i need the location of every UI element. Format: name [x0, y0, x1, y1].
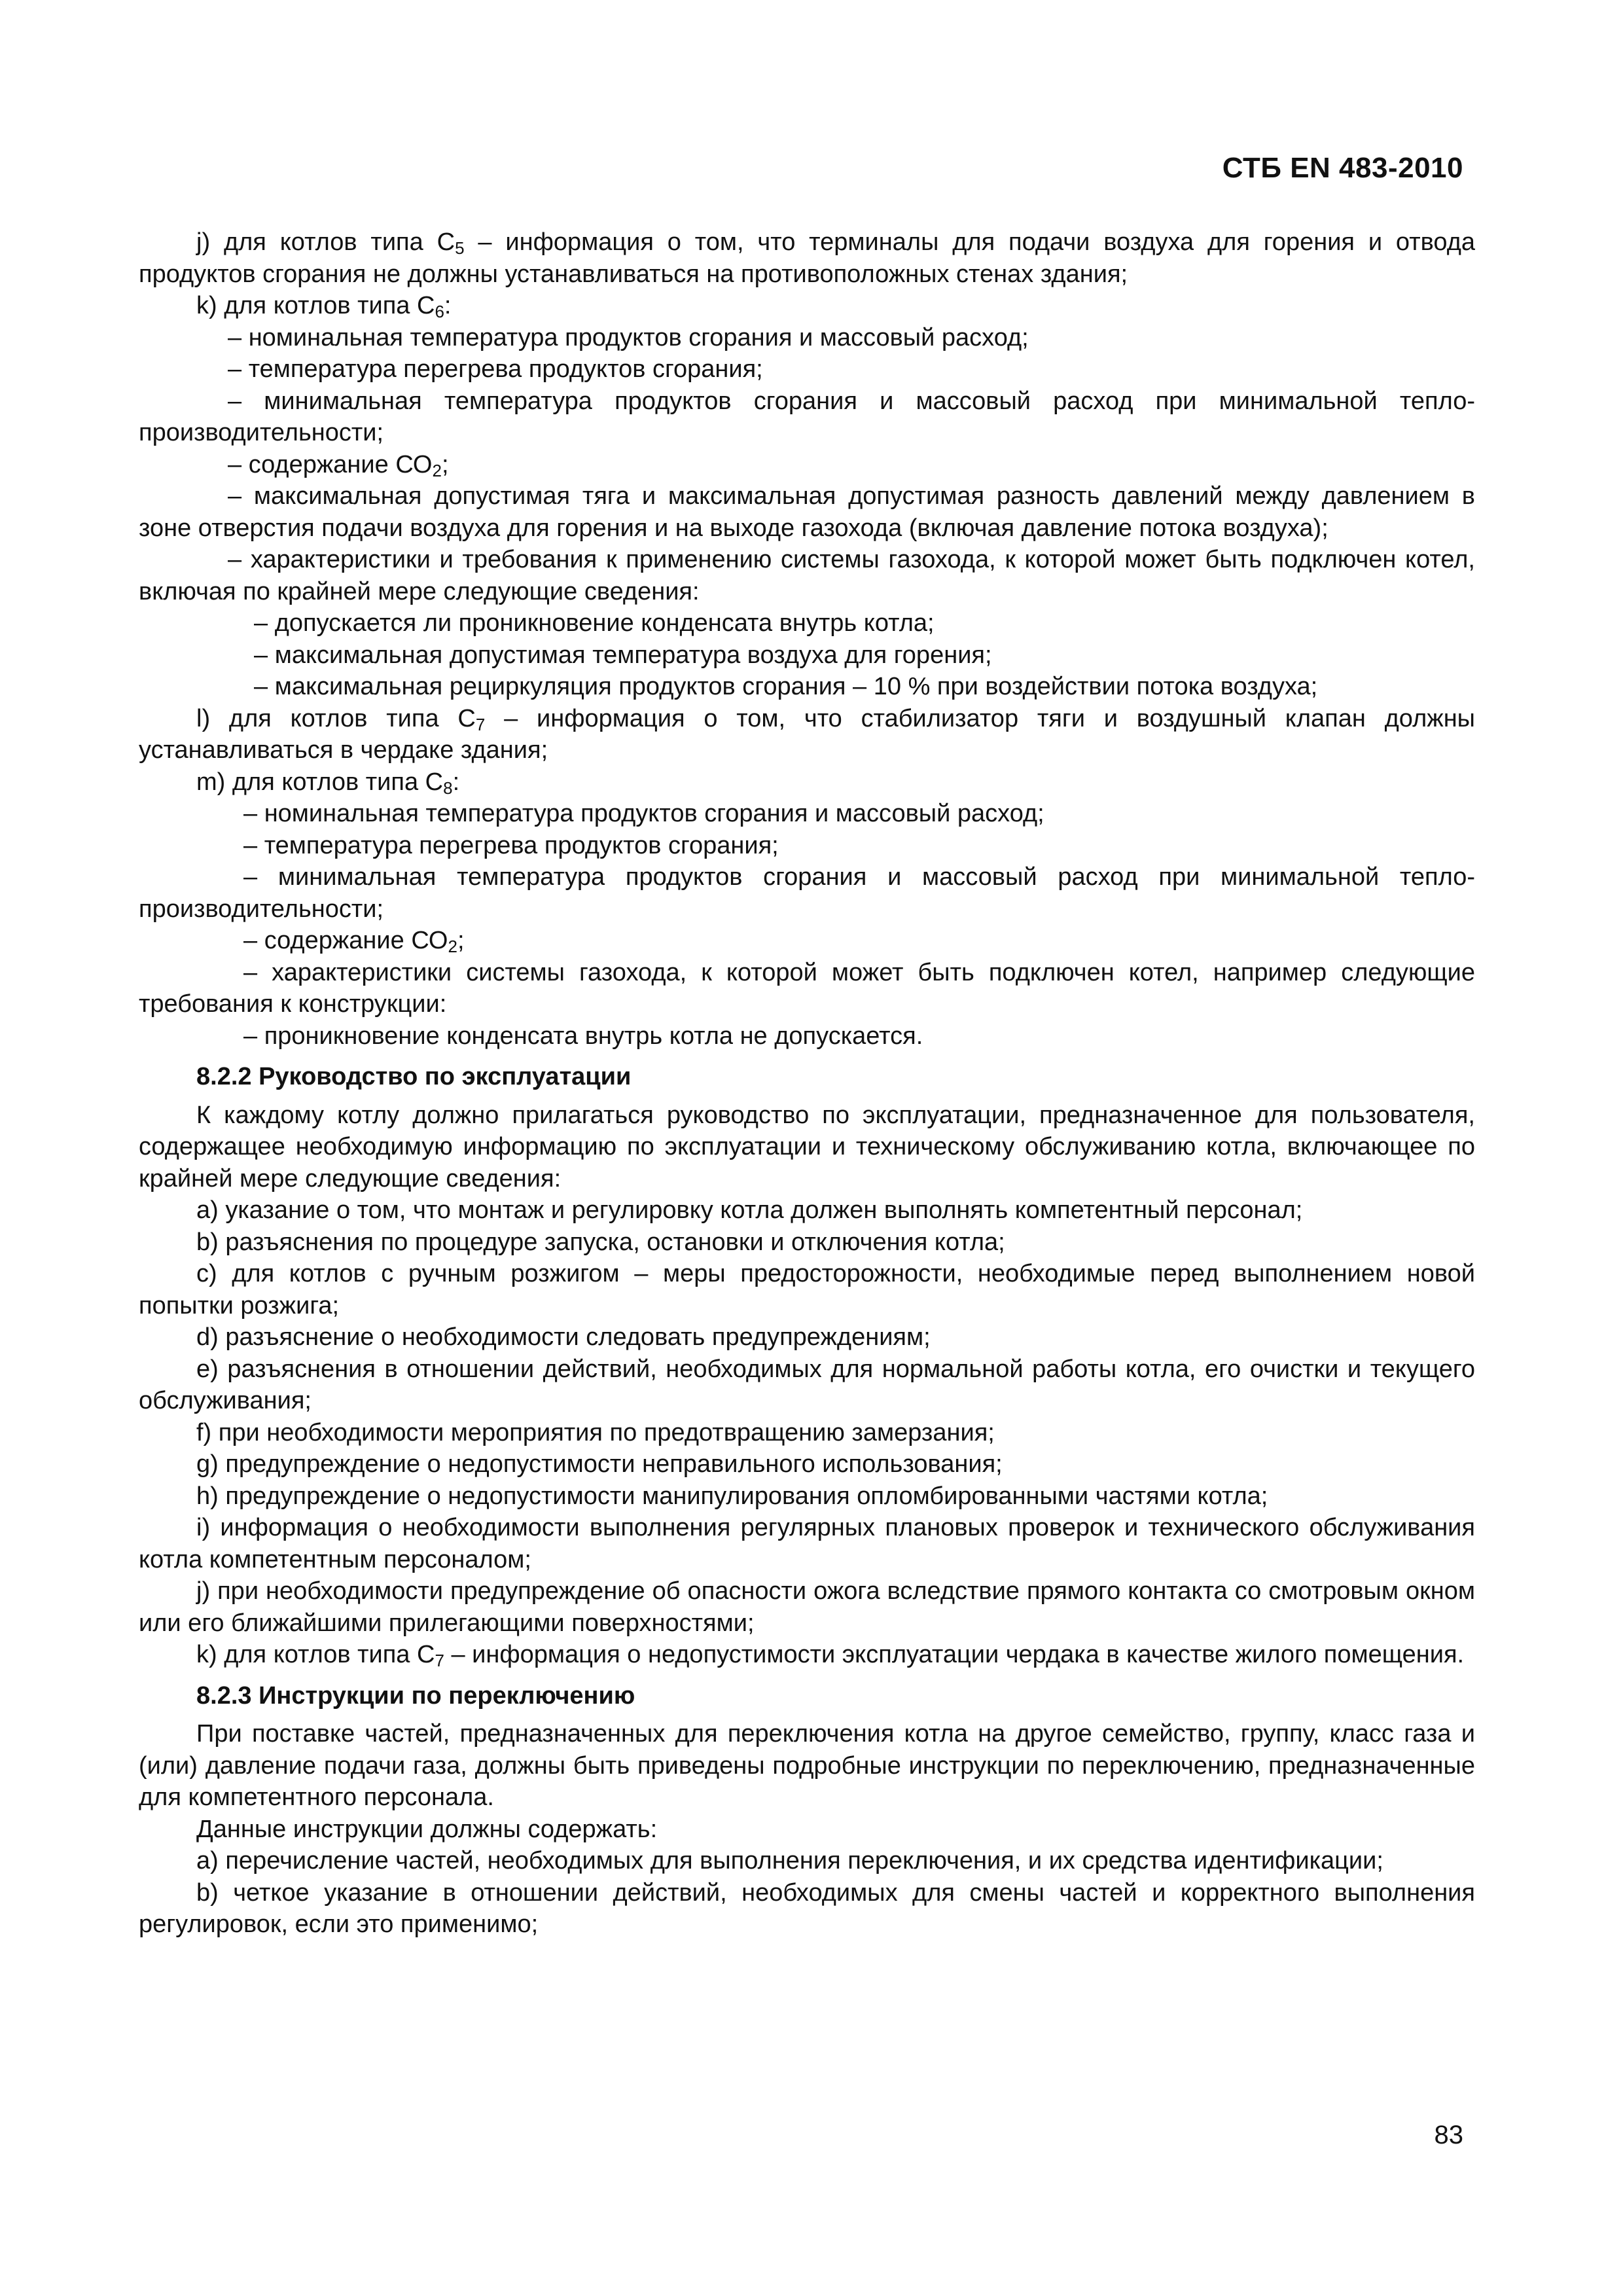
- paragraph: [139, 1814, 1475, 1846]
- subscript: 7: [475, 714, 486, 734]
- page-number: 83: [1434, 2121, 1463, 2149]
- paragraph: [139, 1877, 1475, 1941]
- subscript: 6: [435, 302, 444, 321]
- text-run: :: [444, 292, 452, 319]
- text-run: При поставке частей, предназначенных для переключения котла на другое семейство, группу, класс газа и (или) давление подачи газа, должны быть приведены подробные инструкции по переключению, предназначенные для компетентного персонала.: [139, 1720, 1475, 1811]
- text-run: К каждому котлу должно прилагаться руководство по эксплуатации, предназначенное для пользователя, содержащее необходимую информацию по эксплуатации и техническому обслуживанию котла, включающее по крайней мере следующие сведения:: [139, 1101, 1475, 1193]
- paragraph: [139, 703, 1475, 766]
- text-run: f) при необходимости мероприятия по предотвращению замерзания;: [196, 1418, 995, 1446]
- text-run: – содержание СО: [228, 450, 433, 478]
- subscript: 5: [455, 238, 465, 258]
- paragraph: [139, 1575, 1475, 1639]
- text-run: – температура перегрева продуктов сгорания;: [243, 831, 779, 859]
- paragraph: [139, 480, 1475, 544]
- document-body: [139, 226, 1475, 1941]
- paragraph: [139, 1321, 1475, 1354]
- text-run: – содержание СО: [243, 927, 448, 954]
- text-run: – максимальная допустимая тяга и максимальная допустимая разность давлений между давлением в зоне отверстия подачи воздуха для горения и на выходе газохода (включая давление потока воздуха);: [139, 482, 1475, 542]
- text-run: – максимальная рециркуляция продуктов сгорания – 10 % при воздействии потока воздуха;: [254, 673, 1318, 700]
- text-run: – информация о том, что стабилизатор тяги и воздушный клапан должны устанавливаться в чердаке здания;: [139, 704, 1475, 764]
- text-run: l) для котлов типа С: [196, 704, 476, 732]
- text-run: b) четкое указание в отношении действий, необходимых для смены частей и корректного выполнения регулировок, если это применимо;: [139, 1878, 1475, 1938]
- subscript: 8: [443, 778, 453, 798]
- section-heading: [139, 1680, 1475, 1712]
- text-run: j) для котлов типа С: [196, 228, 455, 256]
- text-run: ;: [457, 927, 465, 954]
- text-run: a) указание о том, что монтаж и регулировку котла должен выполнять компетентный персонал;: [196, 1196, 1303, 1224]
- paragraph: [139, 830, 1475, 862]
- paragraph: [139, 353, 1475, 386]
- text-run: d) разъяснение о необходимости следовать предупреждениям;: [196, 1323, 931, 1351]
- paragraph: [139, 1227, 1475, 1259]
- paragraph: [139, 1100, 1475, 1195]
- text-run: – информация о том, что терминалы для подачи воздуха для горения и отвода продуктов сгорания не должны устанавливаться на противоположных стенах здания;: [139, 228, 1475, 288]
- text-run: m) для котлов типа С: [196, 768, 444, 796]
- paragraph: [139, 607, 1475, 639]
- text-run: 8.2.2 Руководство по эксплуатации: [196, 1063, 632, 1090]
- text-run: :: [452, 768, 460, 796]
- paragraph: [139, 1512, 1475, 1575]
- text-run: 8.2.3 Инструкции по переключению: [196, 1681, 635, 1710]
- paragraph: [139, 925, 1475, 957]
- paragraph: [139, 957, 1475, 1020]
- paragraph: [139, 1448, 1475, 1480]
- text-run: i) информация о необходимости выполнения регулярных плановых проверок и технического обслуживания котла компетентным персоналом;: [139, 1514, 1475, 1573]
- text-run: – номинальная температура продуктов сгорания и массовый расход;: [228, 323, 1029, 351]
- paragraph: [139, 1417, 1475, 1449]
- paragraph: [139, 449, 1475, 481]
- text-run: k) для котлов типа С: [196, 292, 435, 319]
- paragraph: [139, 1354, 1475, 1417]
- paragraph: [139, 1480, 1475, 1513]
- paragraph: [139, 1639, 1475, 1671]
- text-run: – минимальная температура продуктов сгорания и массовый расход при минимальной теплопроизводительности;: [139, 863, 1475, 923]
- paragraph: [139, 1020, 1475, 1052]
- text-run: – температура перегрева продуктов сгорания;: [228, 355, 763, 383]
- paragraph: [139, 226, 1475, 290]
- paragraph: [139, 290, 1475, 322]
- paragraph: [139, 671, 1475, 703]
- paragraph: [139, 861, 1475, 925]
- text-run: – допускается ли проникновение конденсата внутрь котла;: [254, 609, 935, 637]
- paragraph: [139, 1718, 1475, 1814]
- text-run: – номинальная температура продуктов сгорания и массовый расход;: [243, 800, 1044, 827]
- paragraph: [139, 1845, 1475, 1877]
- text-run: g) предупреждение о недопустимости неправильного использования;: [196, 1450, 1003, 1478]
- paragraph: [139, 766, 1475, 798]
- text-run: c) для котлов с ручным розжигом – меры предосторожности, необходимые перед выполнением новой попытки розжига;: [139, 1260, 1475, 1319]
- text-run: – характеристики и требования к применению системы газохода, к которой может быть подключен котел, включая по крайней мере следующие сведения:: [139, 546, 1475, 605]
- paragraph: [139, 1194, 1475, 1227]
- text-run: a) перечисление частей, необходимых для выполнения переключения, и их средства идентификации;: [196, 1847, 1383, 1874]
- text-run: – информация о недопустимости эксплуатации чердака в качестве жилого помещения.: [444, 1641, 1465, 1668]
- text-run: – характеристики системы газохода, к которой может быть подключен котел, например следующие требования к конструкции:: [139, 958, 1475, 1018]
- paragraph: [139, 544, 1475, 607]
- text-run: – максимальная допустимая температура воздуха для горения;: [254, 641, 992, 669]
- text-run: e) разъяснения в отношении действий, необходимых для нормальной работы котла, его очистки и текущего обслуживания;: [139, 1355, 1475, 1414]
- text-run: ;: [441, 450, 449, 478]
- text-run: – минимальная температура продуктов сгорания и массовый расход при минимальной теплопроизводительности;: [139, 387, 1475, 446]
- text-run: j) при необходимости предупреждение об опасности ожога вследствие прямого контакта со смотровым окном или его ближайшими прилегающими поверхностями;: [139, 1577, 1475, 1637]
- text-run: h) предупреждение о недопустимости манипулирования опломбированными частями котла;: [196, 1482, 1268, 1510]
- paragraph: [139, 639, 1475, 672]
- document-code: СТБ EN 483-2010: [1222, 152, 1463, 184]
- paragraph: [139, 322, 1475, 354]
- text-run: k) для котлов типа С: [196, 1641, 435, 1668]
- subscript: 7: [435, 1651, 444, 1670]
- paragraph: [139, 1258, 1475, 1321]
- paragraph: [139, 798, 1475, 830]
- section-heading: [139, 1061, 1475, 1093]
- text-run: b) разъяснения по процедуре запуска, остановки и отключения котла;: [196, 1228, 1005, 1256]
- text-run: Данные инструкции должны содержать:: [196, 1815, 658, 1843]
- subscript: 2: [448, 937, 457, 956]
- text-run: – проникновение конденсата внутрь котла не допускается.: [243, 1022, 923, 1050]
- paragraph: [139, 386, 1475, 449]
- subscript: 2: [432, 460, 442, 480]
